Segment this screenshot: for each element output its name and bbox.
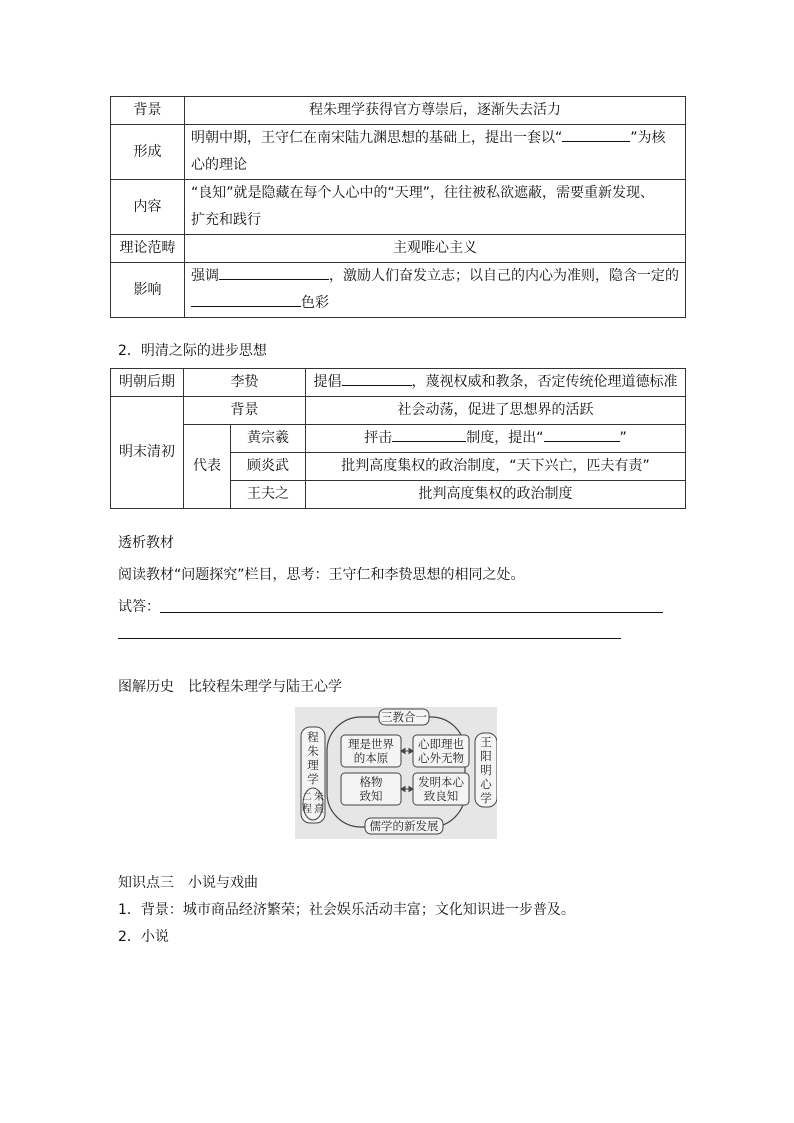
left-sub-char: 程 [302,804,312,815]
diagram-svg [295,707,497,839]
box-br-line: 致良知 [423,789,459,803]
box-tr-line: 心即理也 [418,737,464,751]
progressive-thought-table [110,368,686,509]
left-sub-char: 朱 [314,792,324,803]
right-char: 阳 [480,749,492,763]
left-sub-char: 二 [302,792,312,803]
cycle-ring [327,717,465,827]
box-bl-line: 致知 [359,789,383,803]
wangshouren-table [110,96,686,318]
person-name: 黄宗羲 [231,425,306,453]
row-label: 理论范畴 [111,235,185,263]
left-char: 学 [307,772,319,786]
table-row [111,235,686,263]
table-row [111,125,686,180]
left-sub-char: 熹 [314,804,324,815]
text-fragment: 明朝中期，王守仁在南宋陆九渊思想的基础上，提出一套以“ [191,130,563,146]
background-text: 社会动荡，促进了思想界的活跃 [306,397,686,425]
box-tl-line: 的本原 [353,751,389,765]
row-content: 批判高度集权的政治制度 [306,481,686,509]
fill-blank[interactable] [544,427,620,442]
comparison-diagram [295,707,497,839]
fill-blank[interactable] [219,265,329,280]
left-char: 朱 [307,744,319,758]
period-label: 明末清初 [111,397,184,509]
table-row [111,369,686,397]
box-bl-line: 格物 [359,775,383,789]
background-label: 背景 [184,397,306,425]
box-tr-line: 心外无物 [418,751,464,765]
text-fragment: 强调 [191,268,219,284]
row-content [306,369,686,397]
person-name: 王夫之 [231,481,306,509]
text-fragment: ”为核 [630,130,666,146]
answer-label: 试答： [118,599,160,615]
text-fragment: ，激励人们奋发立志；以自己的内心为准则，隐含一定的 [329,268,679,284]
row-label: 背景 [111,97,185,125]
text-fragment: ” [619,430,627,446]
row-label: 影响 [111,263,185,318]
text-fragment: 提倡 [313,374,342,390]
table-row [111,263,686,318]
person-name: 顾炎武 [231,453,306,481]
box-tl-line: 理是世界 [348,737,394,751]
section-heading: 2．明清之际的进步思想 [118,343,267,359]
representatives-label: 代表 [184,425,231,509]
row-content [185,263,686,318]
box-br-line: 发明本心 [418,775,464,789]
row-content [185,125,686,180]
double-arrow-icon [401,787,413,792]
right-char: 心 [480,777,492,791]
row-content: 程朱理学获得官方尊崇后，逐渐失去活力 [185,97,686,125]
fill-blank[interactable] [191,292,301,307]
answer-line[interactable] [118,638,621,639]
text-fragment: 色彩 [301,295,329,311]
double-arrow-icon [401,749,413,754]
row-content [185,180,686,235]
text-fragment: 扩充和践行 [191,212,261,228]
analysis-question: 阅读教材“问题探究”栏目，思考：王守仁和李贽思想的相同之处。 [118,567,525,583]
text-fragment: 抨击 [364,430,393,446]
row-content: 主观唯心主义 [185,235,686,263]
left-char: 程 [307,730,319,744]
fill-blank[interactable] [342,371,412,386]
list-item: 2．小说 [118,929,169,945]
bottom-label: 儒学的新发展 [369,819,439,833]
table-row [111,397,686,425]
person-name: 李贽 [184,369,306,397]
section-heading: 知识点三 小说与戏曲 [118,875,258,891]
text-fragment: ，蔑视权威和教条，否定传统伦理道德标准 [411,374,678,390]
text-fragment: 制度，提出“ [466,430,544,446]
period-label: 明朝后期 [111,369,184,397]
row-label: 形成 [111,125,185,180]
right-char: 学 [480,791,492,805]
list-item: 1．背景：城市商品经济繁荣；社会娱乐活动丰富；文化知识进一步普及。 [118,902,575,918]
text-fragment: “良知”就是隐藏在每个人心中的“天理”，往往被私欲遮蔽，需要重新发现、 [191,185,655,201]
answer-line[interactable] [160,612,663,613]
table-row [111,180,686,235]
diagram-title: 图解历史 比较程朱理学与陆王心学 [118,679,342,695]
left-char: 理 [307,758,319,772]
right-char: 王 [480,735,492,749]
row-content [306,425,686,453]
table-row [111,97,686,125]
text-fragment: 心的理论 [191,157,247,173]
fill-blank[interactable] [562,127,630,142]
fill-blank[interactable] [392,427,466,442]
row-label: 内容 [111,180,185,235]
right-char: 明 [480,763,492,777]
top-label: 三教合一 [381,710,427,724]
row-content: 批判高度集权的政治制度，“天下兴亡，匹夫有责” [306,453,686,481]
analysis-title: 透析教材 [118,535,174,551]
table-row [111,425,686,453]
